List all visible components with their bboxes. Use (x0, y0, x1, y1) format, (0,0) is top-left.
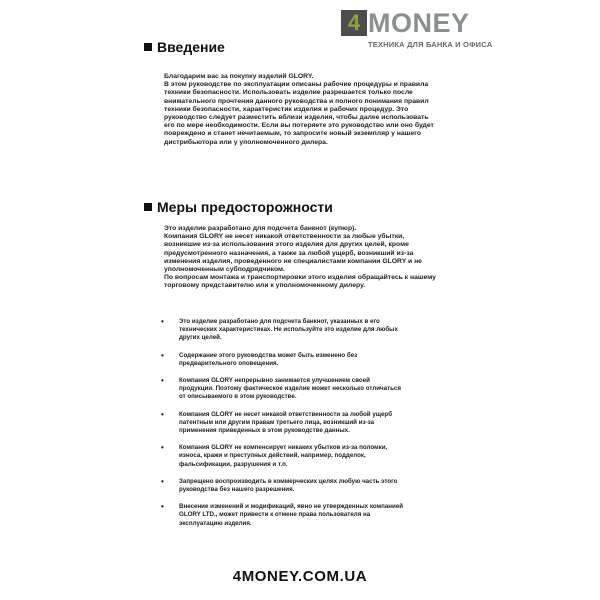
bullet-icon: • (161, 502, 164, 512)
logo-mark: 4 (341, 10, 367, 36)
bullet-line: Компания GLORY не несет никакой ответственности за любой ущерб (179, 410, 393, 418)
bullet-line: предварительного оповещения. (179, 359, 279, 367)
bullet-icon: • (161, 376, 164, 386)
footer-site-url: 4MONEY.COM.UA (232, 568, 368, 585)
intro-line: В этом руководстве по эксплуатации описаны рабочие процедуры и правила (164, 81, 429, 89)
brand-logo (341, 8, 493, 50)
intro-line: повреждено и станет нечитаемым, то запросите новый экземпляр у нашего (164, 130, 421, 138)
list-item (160, 444, 430, 469)
intro-line: дистрибьютора или у уполномоченного дилера. (164, 138, 328, 146)
bullet-line: применения приведенных в этом руководстве данных. (179, 427, 350, 435)
precautions-paragraph (164, 225, 484, 291)
bullet-line: Компания GLORY не компенсирует никаких убытков из-за поломки, (179, 444, 388, 452)
bullet-line: от описываемого в этом руководстве. (179, 393, 297, 401)
bullet-line: руководства без нашего разрешения. (179, 486, 295, 494)
precautions-heading (144, 199, 333, 215)
bullet-icon: • (161, 409, 164, 419)
precautions-line: Это изделие разработано для подсчета банкнот (купюр). (164, 225, 357, 232)
bullet-line: GLORY LTD., может привести к отмене права пользователя на (179, 511, 371, 519)
precautions-line: Компания GLORY не несет никакой ответственности за любые убытки, (164, 233, 405, 241)
intro-heading (144, 39, 225, 55)
list-item (160, 318, 430, 343)
intro-line: внимательного прочтения данного руководства и полного понимания правил (164, 97, 429, 105)
bullet-icon: • (161, 350, 164, 360)
precautions-line: предусмотренного назначения, а также за любой ущерб, возникший из-за (164, 249, 414, 257)
bullet-line: Запрещено воспроизводить в коммерческих целях любую часть этого (179, 477, 398, 485)
precautions-title: Меры предосторожности (157, 199, 333, 215)
bullet-line: технических характеристиках. Не используйте это изделие для любых (179, 326, 398, 334)
bullet-line: других целей. (179, 334, 222, 342)
bullet-icon: • (161, 317, 164, 326)
precautions-line: По вопросам монтажа и транспортировки этого изделия обращайтесь к нашему (164, 274, 436, 282)
bullet-line: фальсификации, разрушения и т.п. (179, 460, 288, 468)
bullet-line: продукции. Поэтому фактическое изделие может несколько отличаться (179, 385, 401, 393)
list-item (160, 411, 430, 436)
bullet-icon: • (161, 476, 164, 486)
intro-line: руководство следует разместить вблизи изделия, чтобы далее использовать (164, 114, 429, 122)
list-item (160, 478, 430, 494)
bullet-line: износа, кражи и преступных действий, например, подделок, (179, 452, 366, 460)
logo-wordmark: MONEY (368, 8, 470, 38)
intro-line: Благодарим вас за покупку изделий GLORY. (164, 73, 314, 80)
bullet-line: патентным или другим правам третьего лица, возникший из-за (179, 418, 375, 426)
list-item (160, 503, 430, 528)
bullet-line: Компания GLORY непрерывно занимается улучшением своей (179, 377, 370, 385)
logo-tagline: ТЕХНИКА ДЛЯ БАНКА И ОФИСА (368, 40, 493, 49)
bullet-line: Внесение изменений и модификаций, явно не утвержденных компанией (179, 503, 404, 511)
heading-square-icon (144, 43, 152, 51)
intro-paragraph (164, 73, 481, 147)
precautions-line: возникшие из-за использования этого изделия для других целей, кроме (164, 241, 409, 249)
heading-square-icon (144, 203, 152, 211)
precautions-line: уполномоченным субподрядчиком. (164, 266, 285, 274)
bullet-line: эксплуатацию изделия. (179, 519, 252, 527)
intro-line: его по мере необходимости. Если вы потеряете это руководство или оно будет (164, 122, 434, 130)
precautions-line: торговому представителю или к уполномоченному дилеру. (164, 282, 366, 290)
list-item (160, 377, 430, 402)
intro-line: техники безопасности, характеристик изделия и рабочих процедур. Это (164, 105, 409, 113)
intro-title: Введение (157, 39, 225, 55)
precautions-bullet-list (160, 318, 430, 528)
list-item (160, 352, 430, 368)
bullet-icon: • (161, 443, 164, 453)
bullet-line: Это изделие разработано для подсчета банкнот, указанных в его (179, 318, 380, 325)
precautions-line: изменения изделия, проведенного не специалистами компании GLORY и не (164, 257, 422, 265)
intro-line: техники безопасности. Использовать изделие разрешается только после (164, 89, 413, 97)
bullet-line: Содержание этого руководства может быть изменено без (179, 351, 358, 359)
